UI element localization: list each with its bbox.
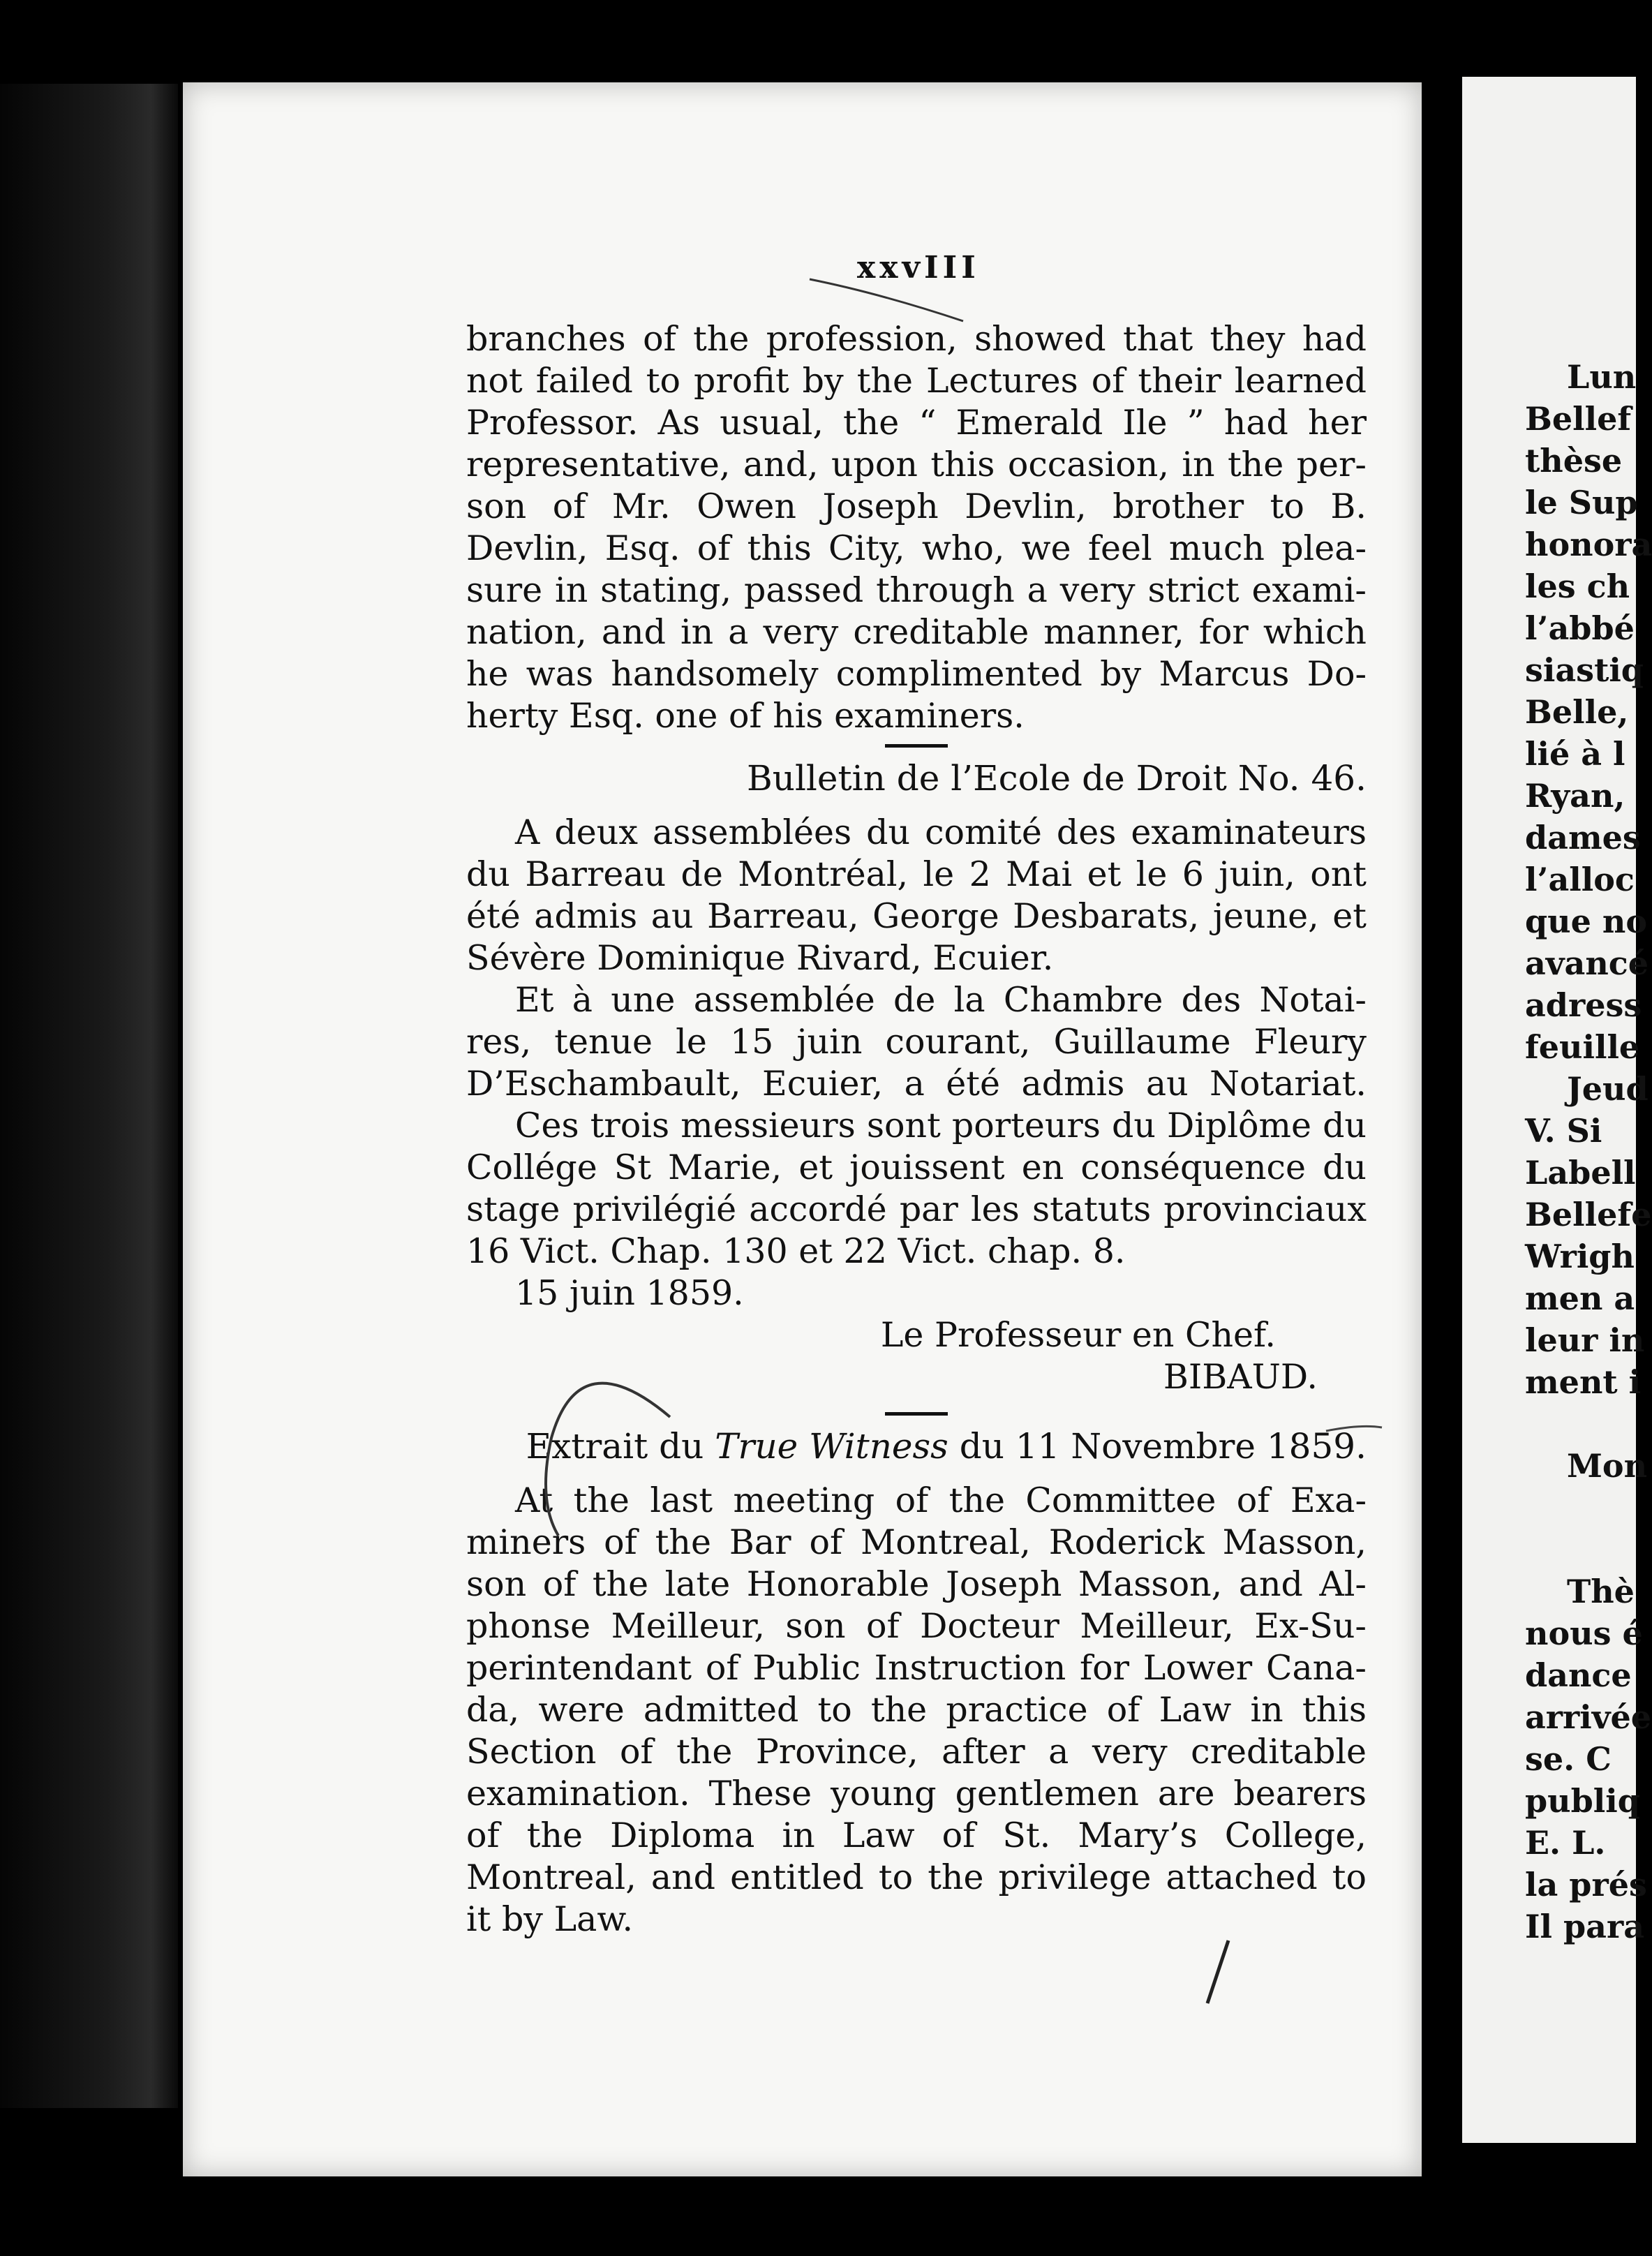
text-line: stage privilégié accordé par les statuts provinciaux <box>466 1189 1367 1229</box>
text-fragment: Il para <box>1525 1908 1645 1945</box>
section-heading: Bulletin de l’Ecole de Droit No. 46. <box>747 758 1367 799</box>
text-line: examination. These young gentlemen are bearers <box>466 1774 1367 1813</box>
pen-stroke <box>1326 1426 1382 1431</box>
text-line: phonse Meilleur, son of Docteur Meilleur, Ex-Su- <box>466 1606 1367 1646</box>
text-fragment: nous é <box>1525 1615 1643 1652</box>
text-line: Collége St Marie, et jouissent en conséquence du <box>466 1148 1367 1187</box>
page-number-header: xxvIII <box>857 250 980 285</box>
text-line: herty Esq. one of his examiners. <box>466 696 1025 736</box>
text-fragment: Labell <box>1525 1154 1636 1192</box>
text-line: 16 Vict. Chap. 130 et 22 Vict. chap. 8. <box>466 1231 1126 1271</box>
text-line: du Barreau de Montréal, le 2 Mai et le 6 juin, ont <box>466 854 1367 894</box>
text-line: Section of the Province, after a very creditable <box>466 1732 1367 1772</box>
text-line: nation, and in a very creditable manner, for which <box>466 612 1367 652</box>
text-line: it by Law. <box>466 1899 634 1939</box>
text-line: representative, and, upon this occasion, in the per- <box>466 445 1367 484</box>
text-fragment: Bellef <box>1525 400 1632 438</box>
text-fragment: arrivée <box>1525 1698 1652 1736</box>
text-fragment: V. Si <box>1525 1112 1602 1150</box>
signature-title: Le Professeur en Chef. <box>880 1315 1276 1355</box>
text-fragment: l’alloc <box>1525 861 1635 898</box>
text-line: son of Mr. Owen Joseph Devlin, brother to B. <box>466 487 1367 526</box>
text-line: Et à une assemblée de la Chambre des Notai- <box>515 980 1367 1020</box>
text-fragment: avancé <box>1525 944 1649 982</box>
text-line: son of the late Honorable Joseph Masson, and Al- <box>466 1564 1367 1604</box>
text-fragment: leur in <box>1525 1321 1645 1359</box>
text-fragment: Mon <box>1567 1447 1648 1485</box>
text-fragment: thèse <box>1525 442 1623 480</box>
text-fragment: Ryan, <box>1525 777 1625 815</box>
text-line: perintendant of Public Instruction for Lower Cana- <box>466 1648 1367 1688</box>
signature-name: BIBAUD. <box>1163 1357 1318 1397</box>
text-fragment: la prés <box>1525 1866 1647 1903</box>
text-line: A deux assemblées du comité des examinateurs <box>515 812 1367 852</box>
text-fragment: publiq <box>1525 1782 1640 1820</box>
text-line: At the last meeting of the Committee of Exa- <box>515 1480 1367 1520</box>
text-fragment: se. C <box>1525 1740 1612 1778</box>
text-fragment: E. L. <box>1525 1824 1606 1862</box>
text-line: sure in stating, passed through a very strict exami- <box>466 570 1367 610</box>
text-fragment: honora <box>1525 526 1652 563</box>
text-line: branches of the profession, showed that they had <box>466 319 1367 359</box>
text-fragment: Bellefe <box>1525 1196 1652 1233</box>
text-fragment: Wrigh <box>1525 1238 1635 1275</box>
text-fragment: les ch <box>1525 567 1630 605</box>
text-fragment: ment i <box>1525 1363 1642 1401</box>
text-line: miners of the Bar of Montreal, Roderick Masson, <box>466 1522 1367 1562</box>
text-fragment: le Sup <box>1525 484 1638 521</box>
text-line: not failed to profit by the Lectures of their learned <box>466 361 1367 401</box>
text-line: he was handsomely complimented by Marcus Do- <box>466 654 1367 694</box>
text-line: of the Diploma in Law of St. Mary’s College, <box>466 1816 1367 1855</box>
text-line: Ces trois messieurs sont porteurs du Diplôme du <box>515 1106 1367 1145</box>
text-line: Devlin, Esq. of this City, who, we feel much plea- <box>466 528 1367 568</box>
text-fragment: adress <box>1525 986 1642 1024</box>
pen-stroke <box>1207 1940 1228 2003</box>
date-line: 15 juin 1859. <box>515 1273 744 1313</box>
text-fragment: dames <box>1525 819 1641 856</box>
text-fragment: men a <box>1525 1279 1635 1317</box>
text-fragment: Thè <box>1567 1573 1635 1610</box>
text-fragment: feuille <box>1525 1028 1640 1066</box>
section-heading: Extrait du True Witness du 11 Novembre 1859. <box>526 1426 1367 1467</box>
text-line: été admis au Barreau, George Desbarats, jeune, et <box>466 896 1367 936</box>
text-fragment: Lun <box>1567 358 1637 396</box>
text-fragment: dance <box>1525 1656 1632 1694</box>
text-fragment: lié à l <box>1525 735 1625 773</box>
text-fragment: Belle, <box>1525 693 1629 731</box>
text-line: Sévère Dominique Rivard, Ecuier. <box>466 938 1054 978</box>
text-line: D’Eschambault, Ecuier, a été admis au Notariat. <box>466 1064 1367 1104</box>
text-fragment: Jeud <box>1567 1070 1649 1108</box>
text-line: res, tenue le 15 juin courant, Guillaume Fleury <box>466 1022 1367 1062</box>
text-fragment: que no <box>1525 903 1648 940</box>
pen-stroke <box>546 1383 670 1536</box>
text-line: Professor. As usual, the “ Emerald Ile ” had her <box>466 403 1367 443</box>
text-fragment: siastiq <box>1525 651 1644 689</box>
pen-stroke <box>810 279 963 321</box>
text-line: Montreal, and entitled to the privilege attached to <box>466 1857 1367 1897</box>
text-fragment: l’abbé <box>1525 609 1635 647</box>
text-line: da, were admitted to the practice of Law in this <box>466 1690 1367 1730</box>
